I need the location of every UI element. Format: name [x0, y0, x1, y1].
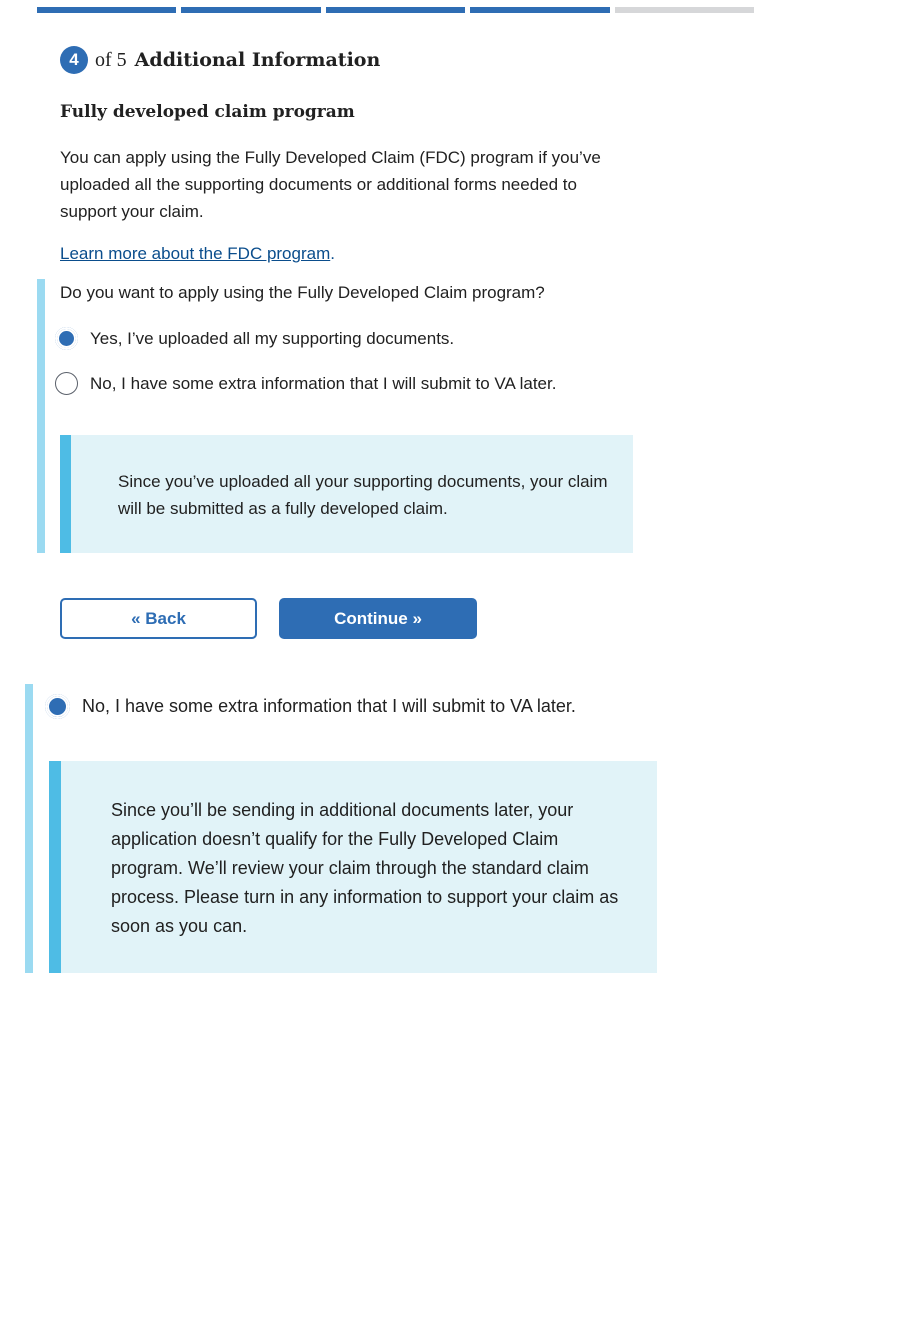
radio-label: No, I have some extra information that I will submit to VA later. [90, 373, 557, 393]
back-button[interactable]: « Back [60, 598, 257, 639]
step-title: Additional Information [134, 49, 381, 71]
non-fdc-info-alert [49, 761, 657, 973]
question-label: Do you want to apply using the Fully Developed Claim program? [60, 283, 545, 302]
step-count: of 5 [95, 48, 127, 71]
alt-radio-option-no[interactable] [45, 694, 576, 719]
learn-more-link[interactable]: Learn more about the FDC program [60, 244, 331, 263]
radio-checked-icon[interactable] [55, 327, 78, 350]
progress-segment [326, 7, 465, 13]
radio-option-yes[interactable] [55, 327, 454, 350]
radio-checked-icon[interactable] [45, 694, 70, 719]
progress-segment [181, 7, 320, 13]
radio-label: No, I have some extra information that I will submit to VA later. [82, 696, 576, 716]
progress-segment [470, 7, 609, 13]
alert-accent-bar [60, 435, 71, 553]
alert-accent-bar [49, 761, 61, 973]
fdc-info-alert [60, 435, 633, 553]
progress-segment [615, 7, 754, 13]
progress-bar [37, 7, 754, 13]
continue-button[interactable]: Continue » [279, 598, 477, 639]
radio-label: Yes, I’ve uploaded all my supporting documents. [90, 328, 455, 348]
alt-question-group-bar [25, 684, 33, 973]
alert-text: Since you’ve uploaded all your supporting documents, your claim will be submitted as a fully developed claim. [118, 472, 608, 518]
radio-option-no[interactable] [55, 372, 556, 395]
radio-unchecked-icon[interactable] [55, 372, 78, 395]
intro-text: You can apply using the Fully Developed Claim (FDC) program if you’ve uploaded all the supporting documents or additional forms needed to support your claim. [60, 148, 601, 221]
learn-more-trailing: . [330, 244, 335, 263]
section-title: Fully developed claim program [60, 102, 355, 122]
alert-text: Since you’ll be sending in additional documents later, your application doesn’t qualify for the Fully Developed Claim program. We’ll review your claim through the standard claim process. Please turn in any information to support your claim as soon as you can. [111, 800, 619, 936]
learn-more-line [60, 244, 335, 264]
progress-segment [37, 7, 176, 13]
step-heading [60, 46, 380, 74]
step-number-badge: 4 [60, 46, 88, 74]
question-group-bar [37, 279, 45, 553]
